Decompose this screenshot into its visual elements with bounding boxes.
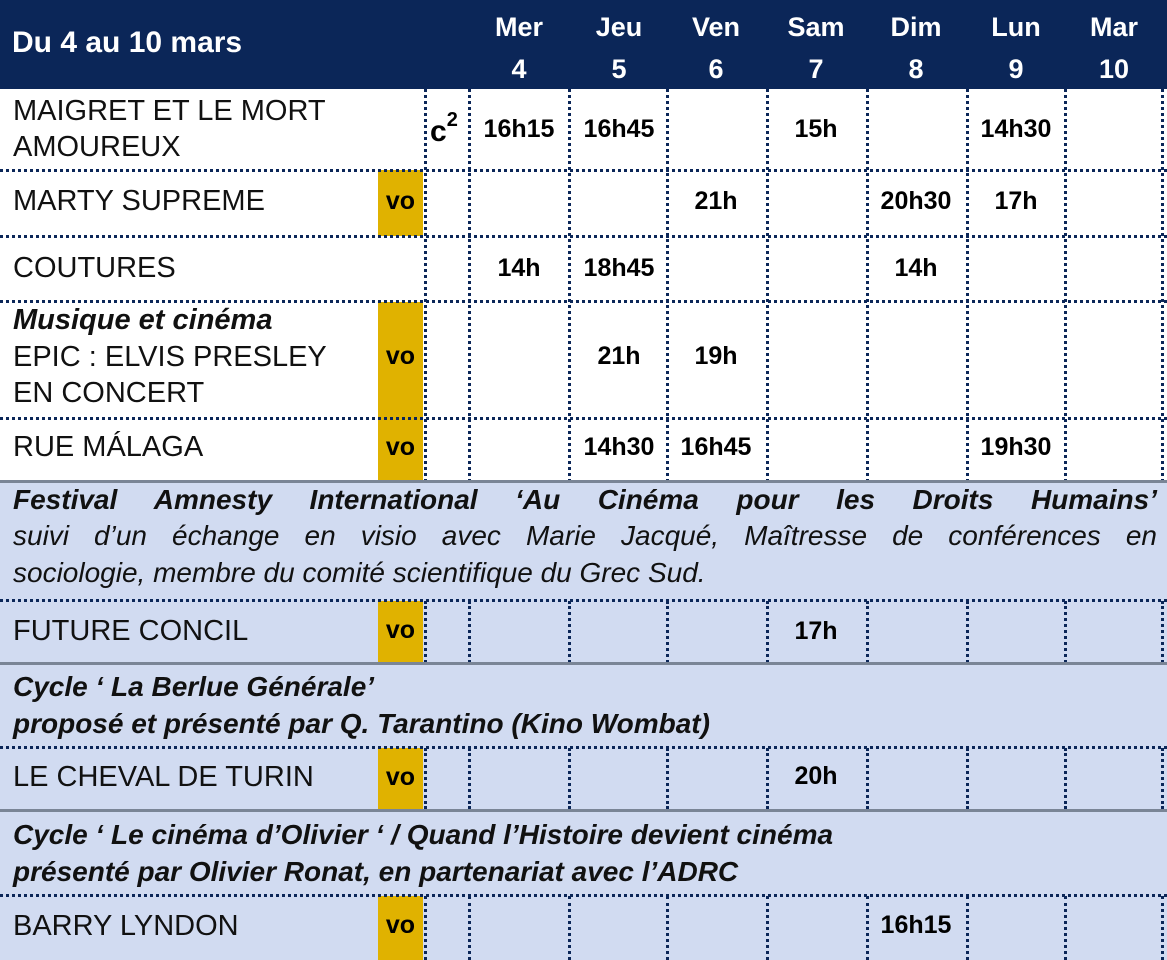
grid-line xyxy=(1161,896,1164,960)
schedule-title: Du 4 au 10 mars xyxy=(12,26,243,59)
showtime: 20h30 xyxy=(880,187,952,215)
grid-line xyxy=(424,89,427,482)
grid-line xyxy=(0,417,1167,420)
section-divider xyxy=(0,662,1167,665)
grid-line xyxy=(666,601,669,663)
vo-badge: vo xyxy=(378,896,423,960)
grid-line xyxy=(424,601,427,663)
grid-line xyxy=(568,896,571,960)
showtime: 14h30 xyxy=(980,115,1052,143)
showtime: 21h xyxy=(597,342,641,370)
grid-line xyxy=(468,896,471,960)
section-heading: Cycle ‘ Le cinéma d’Olivier ‘ / Quand l’Histoire devient cinéma xyxy=(13,819,834,850)
day-header-ven: Ven 6 xyxy=(691,12,741,84)
showtime: 16h15 xyxy=(483,115,555,143)
grid-line xyxy=(666,896,669,960)
grid-line xyxy=(1064,748,1067,809)
day-header-dim: Dim 8 xyxy=(890,12,942,84)
vo-badge: vo xyxy=(378,748,423,809)
grid-line xyxy=(1064,601,1067,663)
grid-line xyxy=(1064,896,1067,960)
grid-line xyxy=(568,748,571,809)
film-title: EPIC : ELVIS PRESLEY xyxy=(13,341,327,373)
section-description: suivi d’un échange en visio avec Marie Jacqué, Maîtresse de conférences en xyxy=(13,520,1157,551)
grid-line xyxy=(966,0,969,482)
showtime: 17h xyxy=(794,617,838,645)
grid-line xyxy=(0,746,1167,749)
grid-line xyxy=(666,748,669,809)
grid-line xyxy=(1161,748,1164,809)
film-title: BARRY LYNDON xyxy=(13,910,239,942)
section-heading: proposé et présenté par Q. Tarantino (Kino Wombat) xyxy=(13,708,710,739)
section-description: sociologie, membre du comité scientifique du Grec Sud. xyxy=(13,557,706,588)
day-header-lun: Lun 9 xyxy=(991,12,1041,84)
section-heading: Festival Amnesty International ‘Au Cinéma pour les Droits Humains’ xyxy=(13,484,1157,515)
film-title: RUE MÁLAGA xyxy=(13,431,204,463)
grid-line xyxy=(966,601,969,663)
grid-line xyxy=(966,896,969,960)
grid-line xyxy=(766,0,769,482)
film-title: LE CHEVAL DE TURIN xyxy=(13,761,314,793)
showtime: 16h15 xyxy=(880,911,952,939)
film-category: Musique et cinéma xyxy=(13,304,273,336)
film-title: MAIGRET ET LE MORT xyxy=(13,95,326,127)
grid-line xyxy=(0,300,1167,303)
grid-line xyxy=(424,748,427,809)
showtime: 14h30 xyxy=(583,433,655,461)
showtime: 16h45 xyxy=(583,115,655,143)
film-title: FUTURE CONCIL xyxy=(13,615,249,647)
film-title: EN CONCERT xyxy=(13,377,205,409)
section-heading: Cycle ‘ La Berlue Générale’ xyxy=(13,671,375,702)
day-header-jeu: Jeu 5 xyxy=(595,12,643,84)
section-divider xyxy=(0,480,1167,483)
film-title: COUTURES xyxy=(13,252,176,284)
day-header-sam: Sam 7 xyxy=(787,12,845,84)
grid-line xyxy=(468,748,471,809)
vo-badge: vo xyxy=(378,170,423,236)
grid-line xyxy=(966,748,969,809)
grid-line xyxy=(468,0,471,482)
showtime: 20h xyxy=(794,762,838,790)
grid-line xyxy=(468,601,471,663)
header-bar xyxy=(0,0,1167,89)
grid-line xyxy=(0,894,1167,897)
grid-line xyxy=(0,169,1167,172)
grid-line xyxy=(866,0,869,482)
showtime: 14h xyxy=(497,254,541,282)
day-header-mar: Mar 10 xyxy=(1089,12,1138,84)
grid-line xyxy=(1161,89,1164,482)
grid-line xyxy=(0,599,1167,602)
vo-badge: vo xyxy=(378,418,423,482)
grid-line xyxy=(568,0,571,482)
showtime: 17h xyxy=(994,187,1038,215)
rating-badge: $c^2$ xyxy=(430,109,458,148)
grid-line xyxy=(766,896,769,960)
section-divider xyxy=(0,809,1167,812)
showtime: 21h xyxy=(694,187,738,215)
grid-line xyxy=(424,896,427,960)
day-header-mer: Mer 4 xyxy=(494,12,543,84)
grid-line xyxy=(866,601,869,663)
vo-badge: vo xyxy=(378,302,423,418)
film-title: AMOUREUX xyxy=(13,131,181,163)
showtime: 15h xyxy=(794,115,838,143)
showtime: 18h45 xyxy=(583,254,655,282)
grid-line xyxy=(1064,0,1067,482)
grid-line xyxy=(866,748,869,809)
vo-badge: vo xyxy=(378,601,423,663)
grid-line xyxy=(568,601,571,663)
section-heading: présenté par Olivier Ronat, en partenariat avec l’ADRC xyxy=(13,856,739,887)
showtime: 14h xyxy=(894,254,938,282)
grid-line xyxy=(666,0,669,482)
showtime: 19h30 xyxy=(980,433,1052,461)
film-title: MARTY SUPREME xyxy=(13,185,265,217)
showtime: 19h xyxy=(694,342,738,370)
showtime: 16h45 xyxy=(680,433,752,461)
grid-line xyxy=(0,235,1167,238)
grid-line xyxy=(1161,601,1164,663)
